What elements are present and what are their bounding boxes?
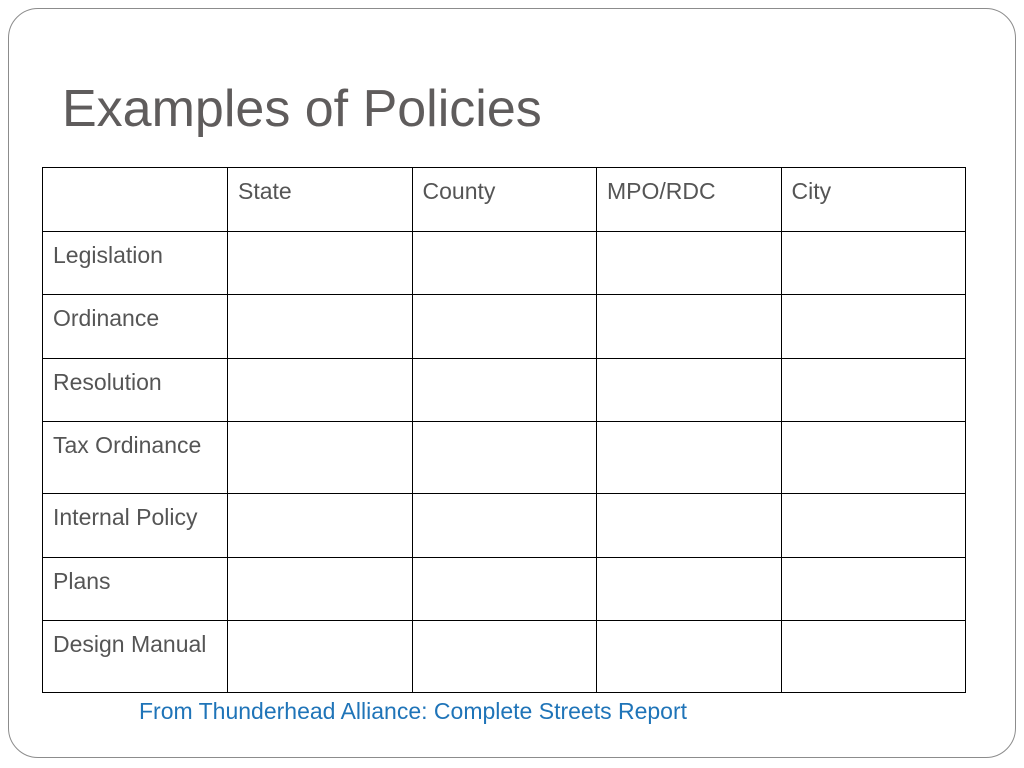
row-label-design-manual: Design Manual <box>43 621 228 693</box>
table-corner-cell <box>43 168 228 232</box>
table-cell <box>412 295 597 359</box>
column-header-city: City <box>781 168 966 232</box>
column-header-mpo-rdc: MPO/RDC <box>597 168 782 232</box>
table-cell <box>412 422 597 494</box>
row-label-internal-policy: Internal Policy <box>43 494 228 558</box>
table-cell <box>781 494 966 558</box>
policy-table <box>42 167 966 693</box>
table-row <box>43 358 966 422</box>
table-cell <box>597 358 782 422</box>
table-row <box>43 295 966 359</box>
table-row <box>43 621 966 693</box>
table-cell <box>412 621 597 693</box>
row-label-plans: Plans <box>43 557 228 621</box>
table-cell <box>228 621 413 693</box>
table-row <box>43 422 966 494</box>
table-cell <box>228 358 413 422</box>
source-citation: From Thunderhead Alliance: Complete Streets Report <box>139 698 688 724</box>
table-cell <box>597 621 782 693</box>
table-cell <box>597 295 782 359</box>
table-cell <box>781 231 966 295</box>
table-cell <box>228 494 413 558</box>
table-cell <box>781 422 966 494</box>
table-cell <box>228 422 413 494</box>
column-header-county: County <box>412 168 597 232</box>
table-cell <box>597 422 782 494</box>
table-cell <box>781 295 966 359</box>
table-row <box>43 557 966 621</box>
table-cell <box>228 231 413 295</box>
table-cell <box>597 231 782 295</box>
table-cell <box>228 295 413 359</box>
table-cell <box>412 231 597 295</box>
table-row <box>43 494 966 558</box>
table-header-row <box>43 168 966 232</box>
table-cell <box>412 557 597 621</box>
table-row <box>43 231 966 295</box>
table-cell <box>781 358 966 422</box>
table-cell <box>597 494 782 558</box>
table-cell <box>412 358 597 422</box>
row-label-tax-ordinance: Tax Ordinance <box>43 422 228 494</box>
table-cell <box>597 557 782 621</box>
slide-title: Examples of Policies <box>62 80 542 138</box>
table-cell <box>781 557 966 621</box>
row-label-ordinance: Ordinance <box>43 295 228 359</box>
table-cell <box>228 557 413 621</box>
row-label-resolution: Resolution <box>43 358 228 422</box>
table-cell <box>781 621 966 693</box>
column-header-state: State <box>228 168 413 232</box>
row-label-legislation: Legislation <box>43 231 228 295</box>
table-cell <box>412 494 597 558</box>
